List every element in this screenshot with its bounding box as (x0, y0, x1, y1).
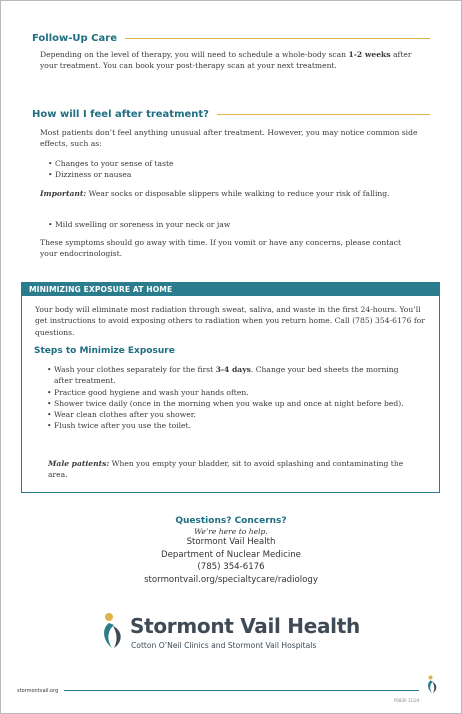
list-item: • Flush twice after you use the toilet. (47, 420, 407, 431)
contact-org: Stormont Vail Health (186, 537, 276, 547)
list-item: • Wear clean clothes after you shower. (47, 409, 407, 420)
feel-heading-row (32, 109, 430, 120)
list-item: • Shower twice daily (once in the morning when you wake up and once at night before bed). (47, 398, 407, 409)
side-effects-list (48, 158, 420, 181)
male-label: Male patients: (48, 459, 110, 468)
logo-mark-icon (100, 612, 128, 652)
list-item: • Practice good hygiene and wash your hands often. (47, 387, 407, 398)
help-tagline: We’re here to help. (194, 527, 268, 536)
follow-up-heading-row (32, 33, 430, 44)
follow-up-text (40, 49, 418, 72)
heading-rule (125, 38, 430, 39)
contact-phone[interactable]: (785) 354-6176 (197, 562, 265, 572)
step-text: Wash your clothes separately for the first (54, 365, 216, 374)
male-text: When you empty your bladder, sit to avoid splashing and contaminating the area. (48, 459, 404, 480)
steps-heading: Steps to Minimize Exposure (34, 346, 175, 356)
swelling-list (48, 219, 420, 230)
footer-code: P0830 11/24 (394, 698, 420, 703)
list-item: • Mild swelling or soreness in your neck or jaw (48, 219, 420, 230)
male-patients-note (48, 458, 418, 481)
list-item (47, 364, 407, 387)
steps-list (47, 364, 407, 432)
footer-url[interactable]: stormontvail.org (17, 688, 59, 694)
follow-up-emphasis: 1-2 weeks (348, 50, 391, 59)
contact-dept: Department of Nuclear Medicine (161, 549, 301, 560)
important-text: Wear socks or disposable slippers while walking to reduce your risk of falling. (86, 189, 390, 198)
list-item: • Changes to your sense of taste (48, 158, 420, 169)
important-note (40, 188, 418, 199)
feel-intro: Most patients don’t feel anything unusual after treatment. However, you may notice common side effects, such as: (40, 128, 418, 149)
step-text: . Change your bed sheets the morning after treatment. (54, 365, 399, 386)
exposure-box (21, 282, 440, 493)
important-label: Important: (40, 189, 87, 198)
logo-tagline: Cotton O’Neil Clinics and Stormont Vail Hospitals (131, 641, 317, 650)
contact-block (0, 516, 462, 586)
exposure-intro: Your body will eliminate most radiation through sweat, saliva, and waste in the first 24-hours. You’ll get instructions to avoid exposing others to radiation when you return home. Call (785) 354-6176 for questions. (35, 305, 425, 337)
step-emphasis: 3-4 days (215, 365, 251, 374)
footer-logo-mark-icon (426, 675, 440, 695)
feel-closing: These symptoms should go away with time. If you vomit or have any concerns, please contact your endocrinologist. (40, 238, 402, 259)
contact-url[interactable]: stormontvail.org/specialtycare/radiology (144, 574, 318, 585)
feel-heading: How will I feel after treatment? (32, 109, 209, 120)
questions-heading: Questions? Concerns? (175, 516, 287, 526)
exposure-banner: MINIMIZING EXPOSURE AT HOME (22, 283, 439, 296)
list-item: • Dizziness or nausea (48, 169, 420, 180)
stormont-vail-logo (100, 612, 362, 656)
footer-rule (64, 690, 419, 691)
follow-up-heading: Follow-Up Care (32, 33, 117, 44)
follow-up-text-part: Depending on the level of therapy, you will need to schedule a whole-body scan (40, 50, 349, 59)
heading-rule (217, 114, 430, 115)
logo-brand: Stormont Vail Health (130, 614, 360, 638)
follow-up-text-part: after your treatment. You can book your post-therapy scan at your next treatment. (40, 50, 412, 71)
